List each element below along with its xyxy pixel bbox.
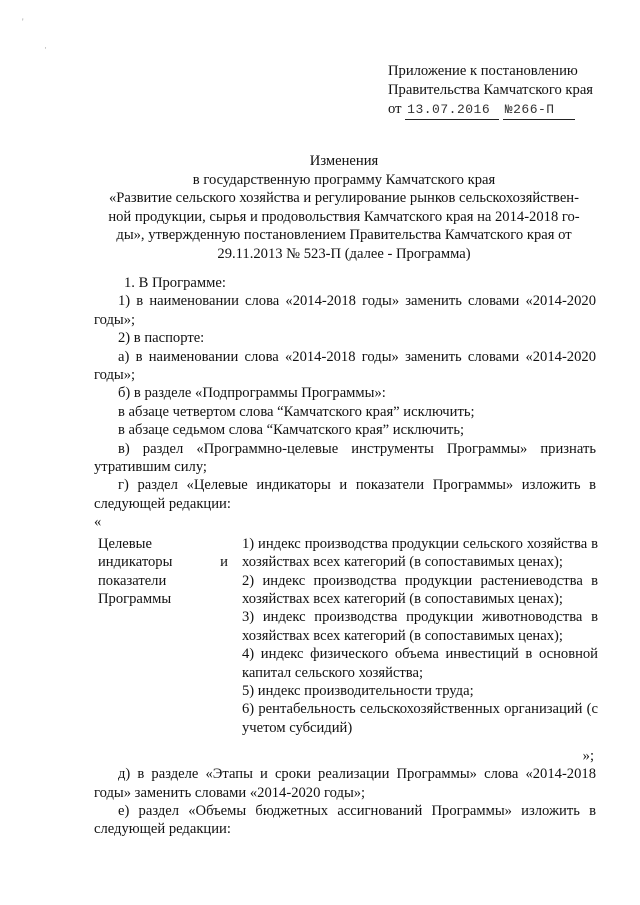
paragraph: а) в наименовании слова «2014-2018 годы» заменить словами «2014-2020 годы»; xyxy=(94,348,596,384)
title-line: 29.11.2013 № 523-П (далее - Программа) xyxy=(217,245,471,262)
appendix-date-line xyxy=(388,100,618,120)
paragraph: б) в разделе «Подпрограммы Программы»: xyxy=(118,385,386,402)
resolution-number: №266-П xyxy=(503,100,575,120)
table-left-cell: Целевые индикаторы и показатели Программы xyxy=(98,535,228,607)
appendix-header xyxy=(388,62,618,120)
appendix-line-2: Правительства Камчатского края xyxy=(388,82,594,98)
quote-open: « xyxy=(94,514,102,531)
paragraph: в) раздел «Программно-целевые инструменты Программы» признать утратившим силу; xyxy=(94,440,596,476)
paragraph: д) в разделе «Этапы и сроки реализации Программы» слова «2014-2018 годы» заменить словами «2014-2020 годы»; xyxy=(94,766,596,801)
paragraph: г) раздел «Целевые индикаторы и показатели Программы» изложить в следующей редакции: xyxy=(94,477,596,512)
appendix-line-1: Приложение к постановлению xyxy=(388,63,578,79)
paragraph: в абзаце четвертом слова “Камчатского края” исключить; xyxy=(118,403,475,420)
paragraph: 1. В Программе: xyxy=(124,275,226,291)
indicator-item: 5) индекс производительности труда; xyxy=(242,682,474,699)
paragraph: 2) в паспорте: xyxy=(118,330,205,347)
indicator-item: 4) индекс физического объема инвестиций в основной капитал сельского хозяйства; xyxy=(242,646,598,681)
resolution-date: 13.07.2016 xyxy=(405,100,499,120)
title-line: ды», утвержденную постановлением Правительства Камчатского края от xyxy=(116,227,572,244)
indicator-item: 1) индекс производства продукции сельского хозяйства в хозяйствах всех категорий (в сопоставимых ценах); xyxy=(242,535,598,571)
paragraph: е) раздел «Объемы бюджетных ассигнований Программы» изложить в следующей редакции: xyxy=(94,802,596,838)
title-line: «Развитие сельского хозяйства и регулирование рынков сельскохозяйствен- xyxy=(109,190,579,207)
paragraph: 1) в наименовании слова «2014-2018 годы» заменить словами «2014-2020 годы»; xyxy=(94,293,596,328)
document-body xyxy=(94,274,596,839)
document-title xyxy=(92,152,596,264)
scan-mark: ' xyxy=(22,17,24,27)
title-line: ной продукции, сырья и продовольствия Камчатского края на 2014-2018 го- xyxy=(108,208,580,225)
title-line: в государственную программу Камчатского края xyxy=(192,171,496,188)
quote-close: »; xyxy=(582,747,594,764)
date-prefix: от xyxy=(388,101,402,117)
scan-mark: · xyxy=(44,43,47,53)
indicator-item: 2) индекс производства продукции растениеводства в хозяйствах всех категорий (в сопоставимых ценах); xyxy=(242,572,598,607)
indicators-table xyxy=(94,535,596,747)
indicator-item: 6) рентабельность сельскохозяйственных организаций (с учетом субсидий) xyxy=(242,701,598,736)
table-right-cell xyxy=(242,535,598,737)
indicator-item: 3) индекс производства продукции животноводства в хозяйствах всех категорий (в сопоставимых ценах); xyxy=(242,609,598,644)
title-line: Изменения xyxy=(309,153,379,169)
paragraph: в абзаце седьмом слова “Камчатского края” исключить; xyxy=(118,422,465,439)
